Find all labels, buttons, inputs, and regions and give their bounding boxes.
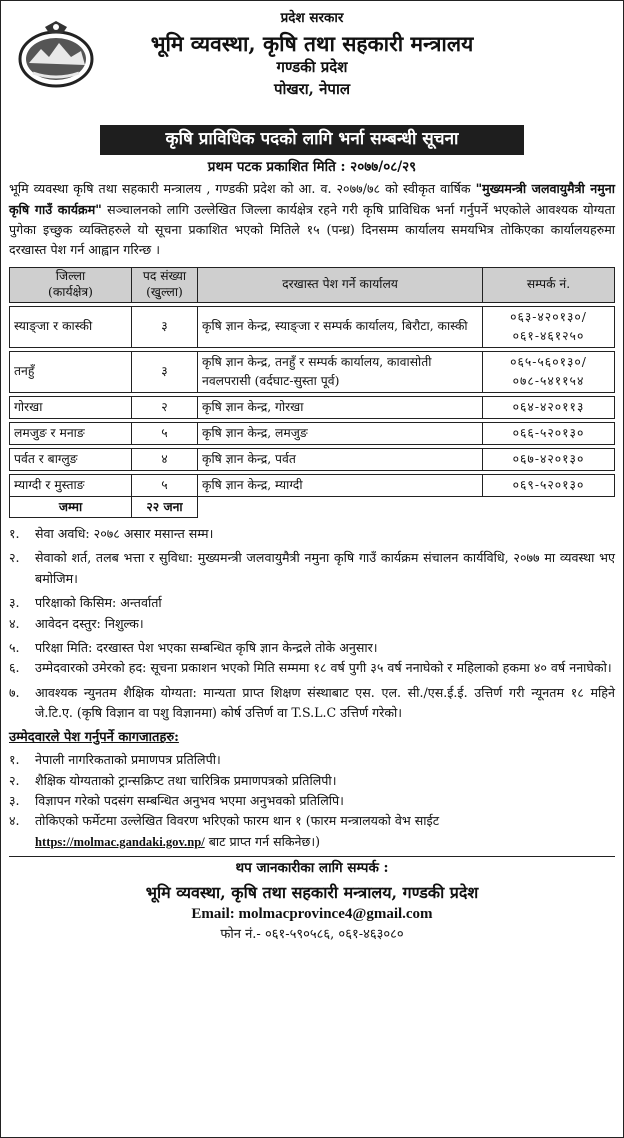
item-number: २. [9,772,20,788]
district-cell: गोरखा [10,396,132,418]
intro-program-name: "मुख्यमन्त्री जलवायुमैत्री नमुना कृषि गाउँ कार्यक्रम" [9,181,615,217]
list-item [9,614,615,634]
list-item [9,593,615,613]
intro-text-1: भूमि व्यवस्था कृषि तथा सहकारी मन्त्रालय , गण्डकी प्रदेश को आ. व. २०७७/७८ को स्वीकृत वार्षिक [9,181,476,197]
district-cell: स्याङ्जा र कास्की [10,306,132,347]
item-text: विज्ञापन गरेको पदसंग सम्बन्धित अनुभव भएमा अनुभवको प्रतिलिपि। [35,793,344,809]
office-cell: कृषि ज्ञान केन्द्र, तनहुँ र सम्पर्क कार्यालय, कावासोती नवलपरासी (वर्दघाट-सुस्ता पूर्व) [198,351,483,392]
item-number: ४. [9,615,20,631]
intro-text-2: सञ्चालनको लागि उल्लेखित जिल्ला कार्यक्षेत्र रहने गरी कृषि प्राविधिक भर्ना गर्नुपर्ने भएकोले आवश्यक योग्यता पुगेका इच्छुक व्यक्तिहरुले यो सूचना प्रकाशित भएको मितिले १५ (पन्ध्र) दिनसम्म कार्यालय समयभित्र तोकिएका कार्यालयहरुमा दरखास्त पेश गर्न आह्वान गरिन्छ । [9,201,615,258]
office-cell: कृषि ज्ञान केन्द्र, स्याङ्जा र सम्पर्क कार्यालय, बिरौटा, कास्की [198,306,483,347]
table-row [10,449,615,471]
item-text-main: तोकिएको फर्मेटमा उल्लेखित विवरण भरिएको फारम थान १ (फारम मन्त्रालयको वेभ साईट [35,813,440,829]
vacancy-table [9,267,615,518]
contact-cell [483,351,615,392]
item-number: ४. [9,813,20,829]
item-number: ६. [9,660,20,676]
posts-cell: ४ [132,449,198,471]
contact-cell [483,306,615,347]
table-row [10,306,615,347]
list-item [9,683,615,724]
contact-footer [9,856,615,944]
office-cell: कृषि ज्ञान केन्द्र, गोरखा [198,396,483,418]
total-label: जम्मा [10,497,132,518]
contact-cell: ०६४-४२०११३ [483,396,615,418]
conditions-list [9,524,615,724]
contact-cell: ०६६-५२०१३० [483,422,615,444]
item-number: ३. [9,595,20,611]
table-row [10,475,615,497]
item-text: शैक्षिक योग्यताको ट्रान्सक्रिप्ट तथा चारित्रिक प्रमाणपत्रको प्रतिलिपी। [35,772,337,788]
list-item [9,750,615,770]
header-ministry-name: भूमि व्यवस्था, कृषि तथा सहकारी मन्त्रालय [150,30,474,56]
header-office: दरखास्त पेश गर्ने कार्यालय [198,267,483,302]
footer-ministry-name: भूमि व्यवस्था, कृषि तथा सहकारी मन्त्रालय, गण्डकी प्रदेश [145,882,479,902]
header-posts [132,267,198,302]
header-district-sub: (कार्यक्षेत्र) [48,284,93,299]
item-number: १. [9,752,20,768]
header-province-government: प्रदेश सरकार [280,10,344,26]
table-header-row [10,267,615,302]
item-text: आवश्यक न्युनतम शैक्षिक योग्यता: मान्यता प्राप्त शिक्षण संस्थाबाट एस. एल. सी./एस.ई.ई. उत्तिर्ण गरी न्यूनतम १८ महिने जे.टि.ए. (कृषि विज्ञान वा पशु विज्ञानमा) कोर्ष उत्तिर्ण वा T.S.L.C उत्तिर्ण गरेको। [35,684,615,721]
contact-number-1: ०६३-४२०१३०/ [510,309,587,324]
contact-number-1: ०६५-५६०१३०/ [510,354,587,369]
item-number: २. [9,550,20,566]
list-item [9,811,615,852]
item-number: ३. [9,793,20,809]
documents-heading: उम्मेदवारले पेश गर्नुपर्ने कागजातहरु: [9,730,179,746]
total-value: २२ जना [132,497,198,518]
item-text: आवेदन दस्तुर: निशुल्क। [35,615,144,631]
documents-list [9,750,615,852]
ministry-website-link[interactable]: https://molmac.gandaki.gov.np/ [35,834,205,849]
header-contact: सम्पर्क नं. [483,267,615,302]
header-district [10,267,132,302]
item-text: उम्मेदवारको उमेरको हद: सूचना प्रकाशन भएको मिति सम्ममा १८ वर्ष पुगी ३५ वर्ष ननाघेको र महिलाको हकमा ४० वर्ष ननाघेको। [35,660,612,676]
publish-date: प्रथम पटक प्रकाशित मिति : २०७७/०८/२९ [207,158,417,175]
contact-cell: ०६९-५२०१३० [483,475,615,497]
header-posts-label: पद संख्या [142,268,187,283]
posts-cell: ३ [132,306,198,347]
total-row [10,497,615,518]
posts-cell: २ [132,396,198,418]
district-cell: पर्वत र बाग्लुङ [10,449,132,471]
item-number: ७. [9,684,20,700]
item-text [35,811,615,852]
contact-number-2: ०७८-५४११५४ [512,373,585,388]
item-text-after: बाट प्राप्त गर्न सकिनेछ।) [204,833,321,849]
contact-cell: ०६७-४२०१३० [483,449,615,471]
posts-cell: ५ [132,475,198,497]
footer-phone: फोन नं.- ०६१-५९०५८६, ०६१-४६३०८० [220,926,404,942]
list-item [9,524,615,544]
table-row [10,351,615,392]
office-cell: कृषि ज्ञान केन्द्र, पर्वत [198,449,483,471]
item-text: सेवा अवधि: २०७८ असार मसान्त सम्म। [35,525,214,541]
list-item [9,791,615,811]
contact-number-2: ०६१-४६१२५० [512,328,585,343]
list-item [9,658,615,678]
header-location: पोखरा, नेपाल [273,79,351,98]
office-cell: कृषि ज्ञान केन्द्र, म्याग्दी [198,475,483,497]
posts-cell: ३ [132,351,198,392]
list-item [9,548,615,589]
district-cell: तनहुँ [10,351,132,392]
item-text: परिक्षाको किसिम: अन्तर्वार्ता [35,595,162,611]
item-text: सेवाको शर्त, तलब भत्ता र सुविधा: मुख्यमन्त्री जलवायुमैत्री नमुना कृषि गाउँ कार्यक्रम संचालन कार्यविधि, २०७७ मा व्यवस्था भए बमोजिम। [35,550,615,586]
district-cell: लमजुङ र मनाङ [10,422,132,444]
notice-title-banner: कृषि प्राविधिक पदको लागि भर्ना सम्बन्धी सूचना [100,125,524,155]
district-cell: म्याग्दी र मुस्ताङ [10,475,132,497]
list-item [9,771,615,791]
table-row [10,396,615,418]
table-row [10,422,615,444]
header-posts-sub: (खुल्ला) [146,284,183,299]
intro-paragraph [9,179,615,261]
notice-header [9,9,615,121]
item-number: ५. [9,639,20,655]
list-item [9,638,615,658]
footer-email[interactable]: Email: molmacprovince4@gmail.com [191,906,433,922]
nepal-government-emblem-icon [15,19,97,89]
office-cell: कृषि ज्ञान केन्द्र, लमजुङ [198,422,483,444]
item-text: परिक्षा मिति: दरखास्त पेश भएका सम्बन्धित कृषि ज्ञान केन्द्रले तोके अनुसार। [35,639,378,655]
header-province-name: गण्डकी प्रदेश [276,57,348,76]
header-district-label: जिल्ला [55,268,86,283]
posts-cell: ५ [132,422,198,444]
item-text: नेपाली नागरिकताको प्रमाणपत्र प्रतिलिपी। [35,752,221,768]
item-number: १. [9,525,20,541]
contact-heading: थप जानकारीका लागि सम्पर्क : [9,856,615,879]
